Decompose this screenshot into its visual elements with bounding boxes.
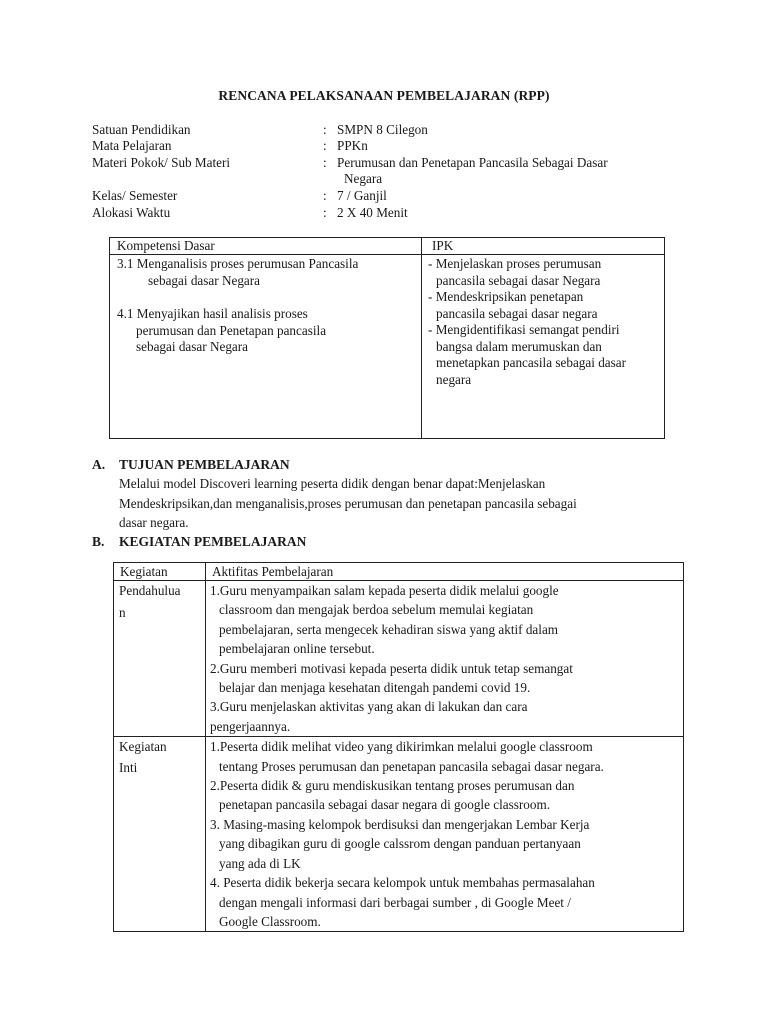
- kegiatan-label: Inti: [119, 759, 138, 775]
- kegiatan-label-cell: [114, 581, 206, 737]
- kegiatan-label: n: [119, 605, 126, 621]
- section-b-heading: [92, 534, 306, 550]
- kd-line: 4.1 Menyajikan hasil analisis proses: [117, 306, 308, 321]
- aktifitas-line: 2.Guru memberi motivasi kepada peserta didik untuk tetap semangat: [210, 660, 573, 676]
- ipk-line: menetapkan pancasila sebagai dasar: [436, 355, 627, 370]
- ipk-line: pancasila sebagai dasar Negara: [436, 272, 601, 288]
- aktifitas-line: 1.Guru menyampaikan salam kepada peserta didik melalui google: [210, 583, 559, 598]
- info-colon: :: [323, 205, 327, 220]
- aktifitas-line: 3. Masing-masing kelompok berdisuksi dan mengerjakan Lembar Kerja: [210, 816, 590, 832]
- info-colon: :: [323, 138, 327, 153]
- aktifitas-cell: [206, 737, 684, 932]
- info-colon: :: [323, 122, 327, 137]
- ipk-line: pancasila sebagai dasar negara: [436, 305, 598, 321]
- kegiatan-label-cell: [114, 737, 206, 932]
- aktifitas-line: classroom dan mengajak berdoa sebelum memulai kegiatan: [219, 602, 534, 618]
- ipk-line: bangsa dalam merumuskan dan: [436, 338, 602, 354]
- kegiatan-label: Kegiatan: [119, 739, 167, 755]
- ipk-line: - Menjelaskan proses perumusan: [428, 256, 602, 271]
- aktifitas-line: pengerjaannya.: [210, 718, 291, 734]
- section-title: TUJUAN PEMBELAJARAN: [119, 457, 290, 472]
- section-a-paragraph: [119, 474, 679, 533]
- info-key: Mata Pelajaran: [92, 138, 172, 153]
- ipk-header: IPK: [422, 238, 665, 255]
- section-title: KEGIATAN PEMBELAJARAN: [119, 534, 307, 549]
- aktifitas-line: pembelajaran online tersebut.: [219, 641, 375, 657]
- ipk-cell: [422, 255, 665, 439]
- document-title: RENCANA PELAKSANAAN PEMBELAJARAN (RPP): [218, 88, 550, 103]
- info-value: Negara: [344, 171, 383, 186]
- info-key: Materi Pokok/ Sub Materi: [92, 155, 231, 170]
- aktifitas-line: tentang Proses perumusan dan penetapan pancasila sebagai dasar negara.: [219, 758, 604, 774]
- info-value: 7 / Ganjil: [337, 188, 387, 203]
- info-key: Satuan Pendidikan: [92, 122, 191, 137]
- kd-ipk-table: [109, 237, 665, 439]
- kd-line: sebagai dasar Negara: [148, 272, 261, 288]
- aktifitas-line: Google Classroom.: [219, 913, 321, 929]
- aktifitas-line: 4. Peserta didik bekerja secara kelompok untuk membahas permasalahan: [210, 875, 595, 891]
- info-value: PPKn: [337, 138, 368, 153]
- info-key: Kelas/ Semester: [92, 188, 178, 203]
- aktifitas-cell: [206, 581, 684, 737]
- info-key: Alokasi Waktu: [92, 205, 171, 220]
- kd-header: Kompetensi Dasar: [110, 238, 422, 255]
- kd-line: sebagai dasar Negara: [136, 339, 249, 354]
- aktifitas-line: penetapan pancasila sebagai dasar negara di google classroom.: [219, 797, 551, 813]
- section-a-heading: [92, 457, 290, 473]
- kd-line: [117, 289, 421, 306]
- aktifitas-line: 2.Peserta didik & guru mendiskusikan tentang proses perumusan dan: [210, 778, 575, 794]
- paragraph-line: dasar negara.: [119, 515, 189, 530]
- section-letter: B.: [92, 534, 105, 549]
- kd-cell: [110, 255, 422, 439]
- aktifitas-line: yang ada di LK: [219, 855, 301, 871]
- info-value: Perumusan dan Penetapan Pancasila Sebagai Dasar: [337, 155, 608, 170]
- paragraph-line: Melalui model Discoveri learning peserta didik dengan benar dapat:Menjelaskan: [119, 476, 546, 491]
- kegiatan-label: Pendahulua: [119, 583, 181, 598]
- info-value: 2 X 40 Menit: [337, 205, 408, 220]
- aktifitas-line: 3.Guru menjelaskan aktivitas yang akan di lakukan dan cara: [210, 699, 528, 715]
- kd-line: perumusan dan Penetapan pancasila: [136, 322, 327, 338]
- paragraph-line: Mendeskripsikan,dan menganalisis,proses perumusan dan penetapan pancasila sebagai: [119, 495, 577, 511]
- aktifitas-line: belajar dan menjaga kesehatan ditengah pandemi covid 19.: [219, 680, 531, 696]
- info-value: SMPN 8 Cilegon: [337, 122, 428, 137]
- kegiatan-header: Kegiatan: [114, 563, 206, 581]
- info-colon: :: [323, 188, 327, 203]
- info-colon: :: [323, 155, 327, 170]
- section-letter: A.: [92, 457, 106, 472]
- aktifitas-line: 1.Peserta didik melihat video yang dikirimkan melalui google classroom: [210, 739, 593, 755]
- aktifitas-line: pembelajaran, serta mengecek kehadiran siswa yang aktif dalam: [219, 621, 559, 637]
- ipk-line: - Mendeskripsikan penetapan: [428, 289, 584, 304]
- ipk-line: - Mengidentifikasi semangat pendiri: [428, 322, 620, 337]
- kd-line: 3.1 Menganalisis proses perumusan Pancasila: [117, 256, 359, 271]
- aktifitas-line: dengan mengali informasi dari berbagai sumber , di Google Meet /: [219, 894, 571, 910]
- ipk-line: negara: [436, 371, 472, 387]
- kegiatan-table: [113, 562, 684, 932]
- aktifitas-line: yang dibagikan guru di google calssrom dengan panduan pertanyaan: [219, 836, 581, 852]
- aktifitas-header: Aktifitas Pembelajaran: [206, 563, 684, 581]
